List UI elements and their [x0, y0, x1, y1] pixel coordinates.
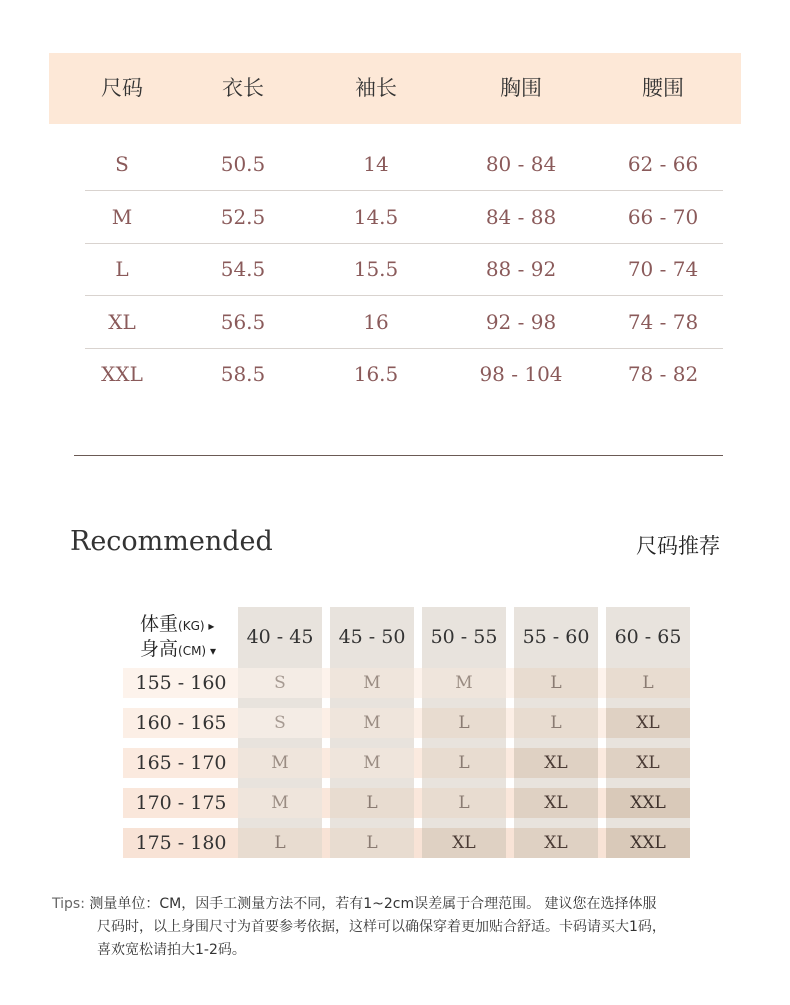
weight-axis-label — [140, 609, 214, 636]
size-table-row — [85, 243, 723, 296]
height-label: 170 - 175 — [135, 792, 227, 814]
size-table-cell: 70 - 74 — [627, 257, 699, 281]
header-size: 尺码 — [101, 76, 143, 100]
recommend-cell: L — [514, 668, 598, 698]
tips-lead: Tips: — [52, 896, 85, 912]
weight-header: 50 - 55 — [430, 626, 498, 648]
weight-header: 55 - 60 — [522, 626, 590, 648]
recommend-cell: M — [330, 708, 414, 738]
size-table-cell: 98 - 104 — [479, 362, 563, 386]
recommend-cell: XL — [514, 828, 598, 858]
weight-header: 45 - 50 — [338, 626, 406, 648]
height-unit: (CM) — [178, 644, 207, 658]
recommend-cell: L — [422, 788, 506, 818]
size-table-cell: 52.5 — [220, 204, 266, 229]
tips-line-2: 尺码时，以上身围尺寸为首要参考依据，这样可以确保穿着更加贴合舒适。卡码请买大1码， — [97, 919, 666, 935]
size-table-header — [49, 53, 741, 124]
recommend-cell: L — [330, 788, 414, 818]
height-label: 165 - 170 — [135, 752, 227, 774]
size-table-cell: 80 - 84 — [485, 152, 557, 176]
size-table-row — [85, 138, 723, 191]
size-table-cell: XL — [108, 309, 136, 334]
size-table-cell: 16 — [363, 309, 389, 334]
height-label: 175 - 180 — [135, 832, 227, 854]
recommend-cell: L — [238, 828, 322, 858]
recommend-cell: XL — [606, 708, 690, 738]
tips-line-1: 测量单位：CM，因手工测量方法不同，若有1~2cm误差属于合理范围。 建议您在选择体服 — [89, 896, 657, 912]
size-table-cell: 15.5 — [353, 257, 399, 281]
size-table-cell: 88 - 92 — [485, 257, 557, 281]
recommend-cell: XL — [514, 788, 598, 818]
header-chest: 胸围 — [500, 76, 542, 100]
recommend-cell: M — [330, 748, 414, 778]
size-table-cell: 54.5 — [220, 257, 266, 281]
recommend-cell: L — [422, 708, 506, 738]
size-table-cell: 14 — [363, 152, 389, 176]
header-length: 衣长 — [222, 76, 264, 100]
recommend-cell: L — [514, 708, 598, 738]
recommend-cell: M — [238, 788, 322, 818]
recommended-title-cn: 尺码推荐 — [636, 534, 720, 558]
recommend-cell: S — [238, 708, 322, 738]
header-sleeve: 袖长 — [355, 76, 397, 100]
height-label: 160 - 165 — [135, 712, 227, 734]
size-table-cell: 84 - 88 — [485, 204, 557, 229]
recommend-cell: L — [422, 748, 506, 778]
recommend-cell: M — [330, 668, 414, 698]
size-table-cell: M — [111, 204, 133, 229]
weight-label: 体重 — [140, 613, 179, 635]
size-table-cell: 74 - 78 — [627, 309, 699, 334]
height-label: 身高 — [140, 638, 179, 660]
recommend-cell: XXL — [606, 788, 690, 818]
size-table-cell: 50.5 — [220, 152, 266, 176]
size-table-cell: L — [115, 257, 129, 281]
height-axis-label — [140, 634, 216, 661]
size-table-cell: 16.5 — [353, 362, 399, 386]
recommend-cell: XL — [606, 748, 690, 778]
triangle-down-icon: ▾ — [206, 644, 216, 658]
weight-unit: (KG) — [178, 619, 205, 633]
weight-header: 60 - 65 — [614, 626, 682, 648]
weight-header: 40 - 45 — [246, 626, 314, 648]
section-divider — [74, 455, 723, 456]
size-table-cell: S — [115, 152, 129, 176]
size-table-cell: 78 - 82 — [627, 362, 699, 386]
size-table-row — [85, 191, 723, 244]
size-table-cell: 62 - 66 — [627, 152, 699, 176]
tips-line-3: 喜欢宽松请拍大1-2码。 — [97, 942, 246, 958]
recommend-cell: L — [330, 828, 414, 858]
recommend-cell: M — [238, 748, 322, 778]
recommend-cell: L — [606, 668, 690, 698]
height-label: 155 - 160 — [135, 672, 227, 694]
size-table-cell: 58.5 — [220, 362, 266, 386]
triangle-right-icon: ▸ — [204, 619, 215, 633]
size-table-cell: XXL — [101, 362, 143, 386]
size-table-cell: 14.5 — [353, 204, 399, 229]
recommend-cell: XXL — [606, 828, 690, 858]
size-table-row — [85, 296, 723, 349]
size-table-cell: 92 - 98 — [485, 309, 557, 334]
recommend-cell: S — [238, 668, 322, 698]
recommended-title: Recommended — [70, 526, 273, 557]
size-table-cell: 66 - 70 — [627, 204, 699, 229]
recommend-cell: M — [422, 668, 506, 698]
size-table-row — [85, 348, 723, 400]
size-table-cell: 56.5 — [220, 309, 266, 334]
recommend-cell: XL — [514, 748, 598, 778]
recommend-cell: XL — [422, 828, 506, 858]
tips — [52, 893, 752, 962]
header-waist: 腰围 — [642, 76, 684, 100]
